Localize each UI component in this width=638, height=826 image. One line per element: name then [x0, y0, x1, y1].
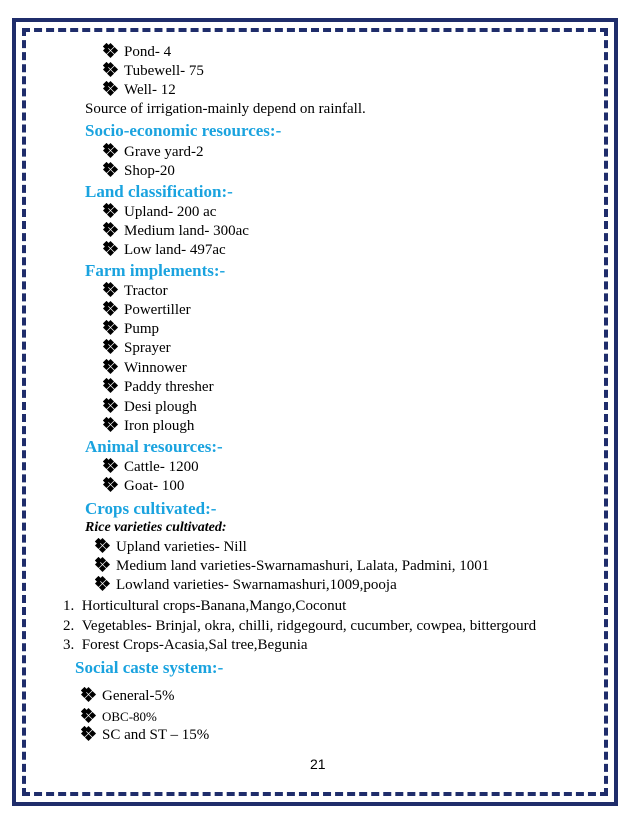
diamond-bullet-icon: [104, 340, 118, 354]
list-item: [104, 320, 159, 339]
list-item-text: Iron plough: [124, 418, 195, 434]
list-item-text: Upland varieties- Nill: [116, 539, 247, 555]
list-item-text: Goat- 100: [124, 478, 185, 494]
section-heading-land: Land classification:-: [85, 182, 233, 201]
page-number: 21: [310, 756, 326, 772]
diamond-bullet-icon: [104, 302, 118, 316]
diamond-bullet-icon: [104, 144, 118, 158]
diamond-bullet-icon: [104, 399, 118, 413]
diamond-bullet-icon: [104, 163, 118, 177]
list-item-text: Shop-20: [124, 163, 175, 179]
diamond-bullet-icon: [82, 709, 96, 723]
list-item: [104, 81, 176, 100]
list-item: [96, 576, 397, 595]
diamond-bullet-icon: [82, 727, 96, 741]
diamond-bullet-icon: [104, 360, 118, 374]
section-heading-farm: Farm implements:-: [85, 261, 226, 280]
list-item: [82, 707, 157, 726]
diamond-bullet-icon: [82, 688, 96, 702]
diamond-bullet-icon: [104, 283, 118, 297]
list-item-text: Pump: [124, 321, 160, 337]
list-item: [104, 477, 184, 496]
list-item-text: Paddy thresher: [124, 379, 214, 395]
item-text: Vegetables- Brinjal, okra, chilli, ridgegourd, cucumber, cowpea, bittergourd: [81, 618, 537, 634]
list-item: [104, 143, 204, 162]
list-item-text: Desi plough: [124, 399, 197, 415]
list-item-text: General-5%: [102, 688, 175, 704]
item-number: 3.: [63, 637, 75, 653]
section-heading-crops: Crops cultivated:-: [85, 499, 217, 518]
numbered-item: [63, 597, 346, 616]
list-item: [104, 458, 199, 477]
list-item: [96, 538, 247, 557]
diamond-bullet-icon: [104, 63, 118, 77]
diamond-bullet-icon: [104, 321, 118, 335]
list-item: [104, 339, 171, 358]
list-item-text: Medium land varieties-Swarnamashuri, Lalata, Padmini, 1001: [116, 558, 490, 574]
diamond-bullet-icon: [104, 223, 118, 237]
list-item: [104, 62, 204, 81]
list-item-text: Cattle- 1200: [124, 459, 199, 475]
list-item-text: Tubewell- 75: [124, 63, 204, 79]
diamond-bullet-icon: [104, 44, 118, 58]
list-item-text: Grave yard-2: [124, 144, 204, 160]
list-item: [104, 162, 175, 181]
list-item: [104, 359, 187, 378]
list-item-text: SC and ST – 15%: [102, 727, 210, 743]
list-item-text: Pond- 4: [124, 44, 172, 60]
diamond-bullet-icon: [104, 242, 118, 256]
list-item: [104, 222, 249, 241]
diamond-bullet-icon: [96, 539, 110, 553]
rice-varieties-subheading: Rice varieties cultivated:: [85, 520, 227, 535]
section-heading-socio: Socio-economic resources:-: [85, 121, 282, 140]
diamond-bullet-icon: [104, 379, 118, 393]
list-item-text: Powertiller: [124, 302, 191, 318]
list-item-text: Tractor: [124, 283, 168, 299]
diamond-bullet-icon: [104, 204, 118, 218]
list-item: [104, 301, 191, 320]
item-text: Horticultural crops-Banana,Mango,Coconut: [81, 598, 347, 614]
list-item: [82, 687, 174, 706]
item-text: Forest Crops-Acasia,Sal tree,Begunia: [81, 637, 308, 653]
list-item-text: Winnower: [124, 360, 187, 376]
diamond-bullet-icon: [96, 577, 110, 591]
section-heading-caste: Social caste system:-: [75, 658, 224, 677]
list-item-text: Upland- 200 ac: [124, 204, 217, 220]
diamond-bullet-icon: [104, 82, 118, 96]
list-item-text: Medium land- 300ac: [124, 223, 249, 239]
list-item-text: Well- 12: [124, 82, 176, 98]
numbered-item: [63, 636, 308, 655]
diamond-bullet-icon: [104, 478, 118, 492]
list-item: [104, 203, 216, 222]
section-heading-animal: Animal resources:-: [85, 437, 223, 456]
diamond-bullet-icon: [104, 418, 118, 432]
list-item-text: Lowland varieties- Swarnamashuri,1009,pooja: [116, 577, 397, 593]
list-item: [104, 282, 168, 301]
diamond-bullet-icon: [96, 558, 110, 572]
list-item-text: Sprayer: [124, 340, 171, 356]
list-item: [82, 726, 209, 745]
list-item: [96, 557, 489, 576]
item-number: 2.: [63, 618, 75, 634]
list-item: [104, 398, 197, 417]
list-item-text: Low land- 497ac: [124, 242, 226, 258]
irrigation-note: Source of irrigation-mainly depend on rainfall.: [85, 101, 366, 117]
diamond-bullet-icon: [104, 459, 118, 473]
list-item: [104, 378, 214, 397]
numbered-item: [63, 617, 536, 636]
list-item: [104, 241, 226, 260]
item-number: 1.: [63, 598, 75, 614]
list-item: [104, 43, 171, 62]
list-item: [104, 417, 194, 436]
list-item-text: OBC-80%: [102, 709, 157, 724]
